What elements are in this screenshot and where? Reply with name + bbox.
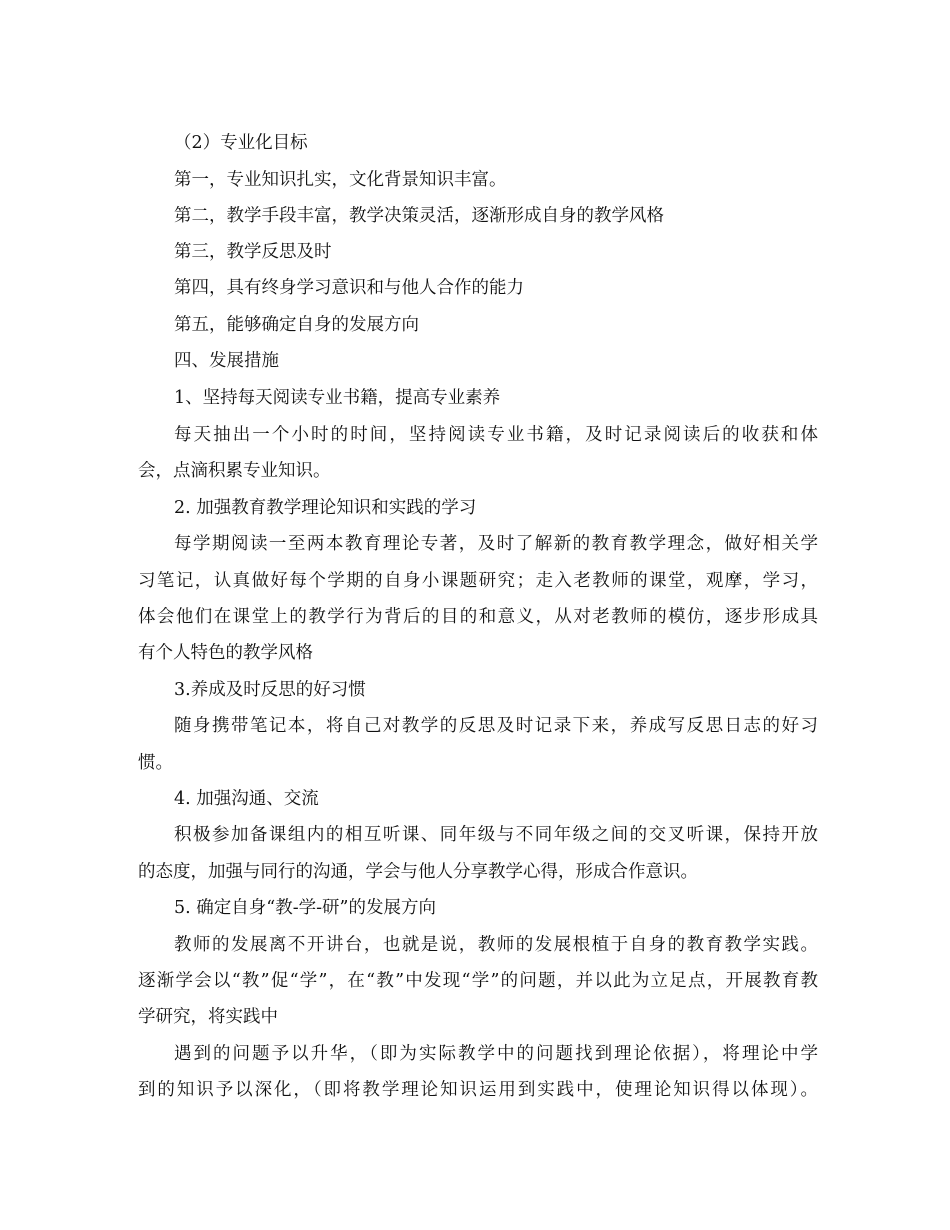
paragraph-line: 到的知识予以深化，（即将教学理论知识运用到实践中，使理论知识得以体现）。 [138,1080,818,1100]
measure-heading-4: 4. 加强沟通、交流 [174,789,319,809]
measure-heading-1: 1、坚持每天阅读专业书籍，提高专业素养 [174,388,501,408]
paragraph-line: 会，点滴积累专业知识。 [138,461,331,481]
paragraph-line: 积极参加备课组内的相互听课、同年级与不同年级之间的交叉听课，保持开放 [174,825,818,845]
measure-heading-5: 5. 确定自身“教-学-研”的发展方向 [174,898,436,918]
measure-heading-2: 2. 加强教育教学理论知识和实践的学习 [174,498,477,518]
goal-item-3: 第三，教学反思及时 [174,242,332,262]
paragraph-line: 体会他们在课堂上的教学行为背后的目的和意义，从对老教师的模仿，逐步形成具 [138,607,818,627]
subheading-professional-goals: （2）专业化目标 [174,133,308,153]
paragraph-line: 逐渐学会以“教”促“学”，在“教”中发现“学”的问题，并以此为立足点，开展教育教 [138,971,818,991]
goal-item-5: 第五，能够确定自身的发展方向 [174,315,419,335]
paragraph-line: 遇到的问题予以升华，（即为实际教学中的问题找到理论依据），将理论中学 [174,1044,818,1064]
section-heading-measures: 四、发展措施 [174,351,279,371]
paragraph-line: 每天抽出一个小时的时间，坚持阅读专业书籍，及时记录阅读后的收获和体 [174,425,818,445]
goal-item-1: 第一，专业知识扎实，文化背景知识丰富。 [174,170,507,190]
paragraph-line: 学研究，将实践中 [138,1007,278,1027]
goal-item-2: 第二，教学手段丰富，教学决策灵活，逐渐形成自身的教学风格 [174,206,664,226]
paragraph-line: 惯。 [138,753,173,773]
paragraph-line: 有个人特色的教学风格 [138,643,313,663]
goal-item-4: 第四，具有终身学习意识和与他人合作的能力 [174,278,524,298]
paragraph-line: 的态度，加强与同行的沟通，学会与他人分享教学心得，形成合作意识。 [138,862,698,882]
measure-heading-3: 3.养成及时反思的好习惯 [174,680,366,700]
paragraph-line: 随身携带笔记本，将自己对教学的反思及时记录下来，养成写反思日志的好习 [174,716,818,736]
paragraph-line: 每学期阅读一至两本教育理论专著，及时了解新的教育教学理念，做好相关学 [174,534,818,554]
paragraph-line: 习笔记，认真做好每个学期的自身小课题研究；走入老教师的课堂，观摩，学习， [138,571,818,591]
paragraph-line: 教师的发展离不开讲台，也就是说，教师的发展根植于自身的教育教学实践。 [174,935,818,955]
